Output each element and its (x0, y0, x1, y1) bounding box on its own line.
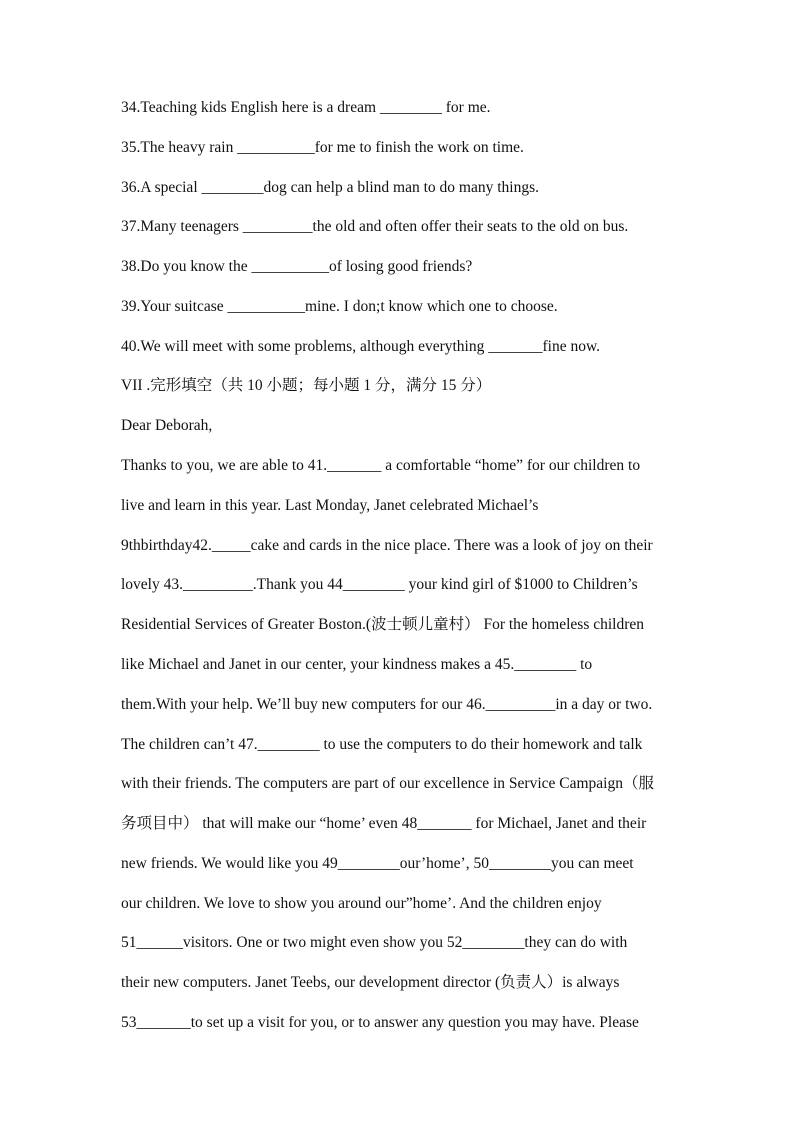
letter-line: 51______visitors. One or two might even show you 52________they can do with (121, 934, 628, 951)
letter-salutation: Dear Deborah, (121, 417, 213, 434)
letter-line: 务项目中） that will make our “home’ even 48_______ for Michael, Janet and their (121, 815, 647, 832)
section-heading: VII .完形填空（共 10 小题；每小题 1 分，满分 15 分） (121, 377, 492, 394)
question-39: 39.Your suitcase __________mine. I don;t know which one to choose. (121, 298, 558, 315)
letter-line: live and learn in this year. Last Monday, Janet celebrated Michael’s (121, 497, 539, 514)
letter-line: with their friends. The computers are part of our excellence in Service Campaign（服 (121, 775, 654, 792)
letter-line: their new computers. Janet Teebs, our development director (负责人）is always (121, 974, 620, 991)
letter-line: lovely 43._________.Thank you 44________ your kind girl of $1000 to Children’s (121, 576, 638, 593)
question-37: 37.Many teenagers _________the old and often offer their seats to the old on bus. (121, 218, 629, 235)
letter-line: 53_______to set up a visit for you, or to answer any question you may have. Please (121, 1014, 639, 1031)
letter-line: them.With your help. We’ll buy new computers for our 46._________in a day or two. (121, 696, 653, 713)
letter-line: Thanks to you, we are able to 41._______ a comfortable “home” for our children to (121, 457, 641, 474)
question-36: 36.A special ________dog can help a blind man to do many things. (121, 179, 540, 196)
letter-line: new friends. We would like you 49________our’home’, 50________you can meet (121, 855, 634, 872)
question-40: 40.We will meet with some problems, although everything _______fine now. (121, 338, 601, 355)
question-35: 35.The heavy rain __________for me to finish the work on time. (121, 139, 524, 156)
letter-line: Residential Services of Greater Boston.(波士顿儿童村） For the homeless children (121, 616, 645, 633)
question-38: 38.Do you know the __________of losing good friends? (121, 258, 473, 275)
question-34: 34.Teaching kids English here is a dream ________ for me. (121, 99, 491, 116)
letter-line: our children. We love to show you around our”home’. And the children enjoy (121, 895, 602, 912)
letter-line: like Michael and Janet in our center, your kindness makes a 45.________ to (121, 656, 593, 673)
letter-line: The children can’t 47.________ to use the computers to do their homework and talk (121, 736, 643, 753)
letter-line: 9thbirthday42._____cake and cards in the nice place. There was a look of joy on their (121, 537, 653, 554)
